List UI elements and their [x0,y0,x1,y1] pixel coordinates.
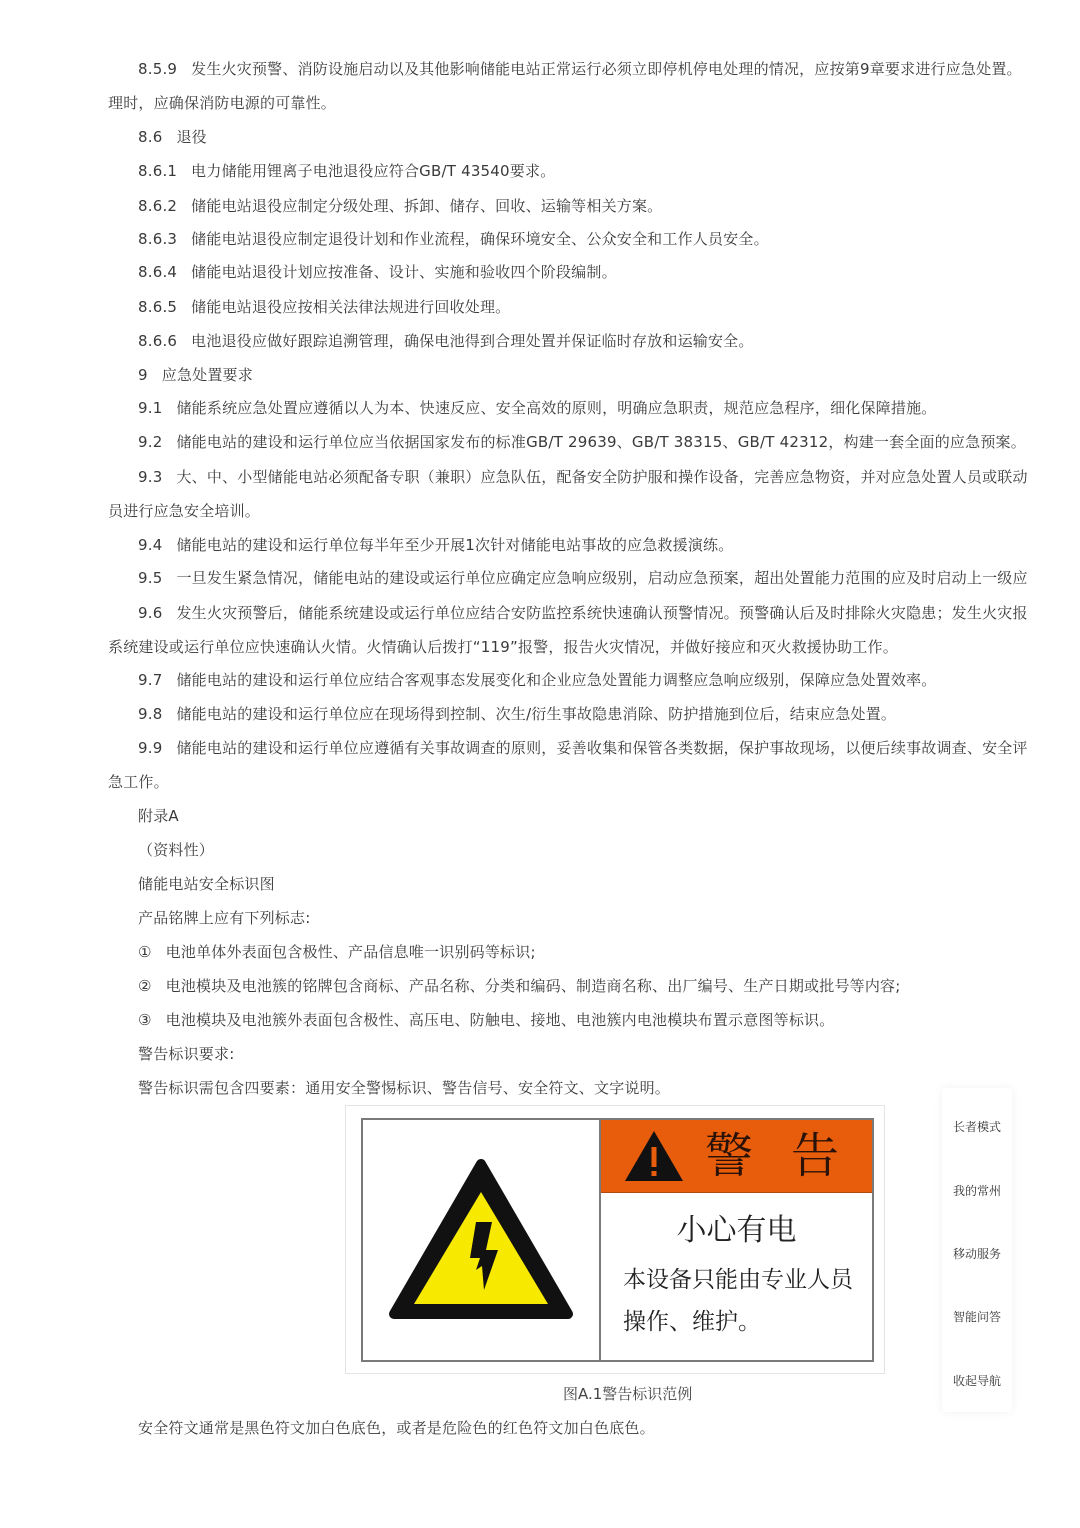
clause-text: 储能电站安全标识图 [138,875,275,893]
clause-text: 储能系统应急处置应遵循以人为本、快速反应、安全高效的原则，明确应急职责，规范应急程序，细化保障措施。 [176,399,937,417]
clause-number: 9.6 [138,604,163,622]
clause-number: 9 [138,366,148,384]
paragraph-line [138,806,179,826]
paragraph-line [138,704,896,724]
clause-text: 急工作。 [108,773,169,791]
sign-description [601,1259,872,1343]
clause-text: 电池退役应做好跟踪追溯管理，确保电池得到合理处置并保证临时存放和运输安全。 [191,332,754,350]
clause-text: 储能电站退役计划应按准备、设计、实施和验收四个阶段编制。 [191,263,617,281]
paragraph-line [138,59,1022,79]
clause-text: 附录A [138,807,179,825]
clause-text: 系统建设或运行单位应快速确认火情。火情确认后拨打“119”报警，报告火灾情况，并做好接应和灭火救援协助工作。 [108,638,898,656]
clause-number: 9.4 [138,536,163,554]
paragraph-line [138,1078,670,1098]
clause-text: 储能电站的建设和运行单位应当依据国家发布的标准GB/T 29639、GB/T 38315、GB/T 42312，构建一套全面的应急预案。 [176,433,1026,451]
sign-text-panel [601,1120,872,1360]
clause-number: 8.6.4 [138,263,178,281]
clause-number: 9.2 [138,433,163,451]
clause-text: 储能电站退役应制定退役计划和作业流程，确保环境安全、公众安全和工作人员安全。 [191,230,769,248]
sign-header [601,1120,872,1193]
paragraph-line [108,772,169,792]
clause-number: 8.6.1 [138,162,178,180]
clause-number: 8.6.5 [138,298,178,316]
clause-number: 9.5 [138,569,163,587]
sign-header-word-2: 告 [791,1128,840,1184]
clause-text: 员进行应急安全培训。 [108,502,261,520]
nav-collapse-button[interactable]: 收起导航 [952,1374,1001,1388]
paragraph-line [138,942,536,962]
clause-text: 电力储能用锂离子电池退役应符合GB/T 43540要求。 [191,162,556,180]
clause-number: 8.6.6 [138,332,178,350]
paragraph-line [138,262,617,282]
paragraph-line [138,196,662,216]
sign-header-word-1: 警 [705,1128,754,1184]
clause-text: 电池模块及电池簇的铭牌包含商标、产品名称、分类和编码、制造商名称、出厂编号、生产日期或批号等内容; [165,977,901,995]
paragraph-line [138,535,733,555]
clause-number: 9.3 [138,468,163,486]
clause-text: 储能电站的建设和运行单位应结合客观事态发展变化和企业应急处置能力调整应急响应级别，保障应急处置效率。 [176,671,937,689]
clause-text: 退役 [176,128,207,146]
paragraph-line [108,501,260,521]
clause-text: 理时，应确保消防电源的可靠性。 [108,94,337,112]
clause-text: 储能电站的建设和运行单位每半年至少开展1次针对储能电站事故的应急救援演练。 [176,536,734,554]
warning-sign-figure [345,1105,885,1374]
paragraph-line [138,229,769,249]
paragraph-line [108,637,898,657]
clause-text: 储能电站的建设和运行单位应遵循有关事故调查的原则，妥善收集和保管各类数据，保护事故现场，以便后续事故调查、安全评 [176,739,1028,757]
paragraph-line [138,297,510,317]
clause-text: 产品铭牌上应有下列标志: [138,909,311,927]
floating-nav-panel [942,1088,1012,1412]
paragraph-line [138,365,253,385]
paragraph-line [108,93,336,113]
clause-number: ③ [138,1011,152,1029]
clause-number: 8.6.2 [138,197,178,215]
clause-text: 电池单体外表面包含极性、产品信息唯一识别码等标识; [165,943,536,961]
high-voltage-warning-icon [388,1158,574,1322]
clause-text: 储能电站退役应制定分级处理、拆卸、储存、回收、运输等相关方案。 [191,197,663,215]
paragraph-line [138,1418,655,1438]
clause-number: 9.7 [138,671,163,689]
clause-text: 应急处置要求 [161,366,253,384]
paragraph-line [138,874,275,894]
paragraph-line [138,1044,234,1064]
paragraph-line [138,467,1028,487]
nav-smart-qa-button[interactable]: 智能问答 [952,1310,1001,1324]
paragraph-line [138,976,901,996]
paragraph-line [138,908,310,928]
clause-number: ② [138,977,152,995]
clause-text: 安全符文通常是黑色符文加白色底色，或者是危险色的红色符文加白色底色。 [138,1419,655,1437]
clause-text: 大、中、小型储能电站必须配备专职（兼职）应急队伍，配备安全防护服和操作设备，完善应急物资，并对应急处置人员或联动 [176,468,1028,486]
clause-number: 8.5.9 [138,60,178,78]
paragraph-line [138,840,214,860]
clause-number: 9.9 [138,739,163,757]
clause-text: （资料性） [138,841,215,859]
figure-caption: 图A.1警告标识范例 [563,1385,693,1403]
paragraph-line [138,127,207,147]
clause-text: 警告标识需包含四要素：通用安全警惕标识、警告信号、安全符文、文字说明。 [138,1079,671,1097]
clause-text: 储能电站的建设和运行单位应在现场得到控制、次生/衍生事故隐患消除、防护措施到位后，结束应急处置。 [176,705,897,723]
paragraph-line [138,603,1028,623]
clause-number: ① [138,943,152,961]
paragraph-line [138,432,1026,452]
clause-text: 发生火灾预警后，储能系统建设或运行单位应结合安防监控系统快速确认预警情况。预警确认后及时排除火灾隐患；发生火灾报 [176,604,1028,622]
clause-text: 警告标识要求: [138,1045,235,1063]
sign-title: 小心有电 [676,1213,797,1248]
nav-elder-mode-button[interactable]: 长者模式 [952,1120,1001,1134]
paragraph-line [138,1010,834,1030]
paragraph-line [138,331,754,351]
clause-number: 8.6 [138,128,163,146]
clause-text: 储能电站退役应按相关法律法规进行回收处理。 [191,298,511,316]
sign-symbol-panel [363,1120,601,1360]
warning-sign [361,1118,874,1362]
clause-number: 9.8 [138,705,163,723]
clause-number: 8.6.3 [138,230,178,248]
clause-text: 电池模块及电池簇外表面包含极性、高压电、防触电、接地、电池簇内电池模块布置示意图等标识。 [165,1011,835,1029]
clause-number: 9.1 [138,399,163,417]
clause-text: 一旦发生紧急情况，储能电站的建设或运行单位应确定应急响应级别，启动应急预案，超出处置能力范围的应及时启动上一级应 [176,569,1028,587]
paragraph-line [138,398,936,418]
sign-description-line-2: 操作、维护。 [623,1309,761,1335]
sign-description-line-1: 本设备只能由专业人员 [623,1267,853,1293]
paragraph-line [138,670,936,690]
nav-mobile-service-button[interactable]: 移动服务 [952,1247,1001,1261]
paragraph-line [138,568,1028,588]
paragraph-line [138,161,555,181]
clause-text: 发生火灾预警、消防设施启动以及其他影响储能电站正常运行必须立即停机停电处理的情况，应按第9章要求进行应急处置。 [191,60,1022,78]
paragraph-line [138,738,1028,758]
exclamation-triangle-icon [623,1129,685,1183]
nav-my-changzhou-button[interactable]: 我的常州 [952,1184,1001,1198]
